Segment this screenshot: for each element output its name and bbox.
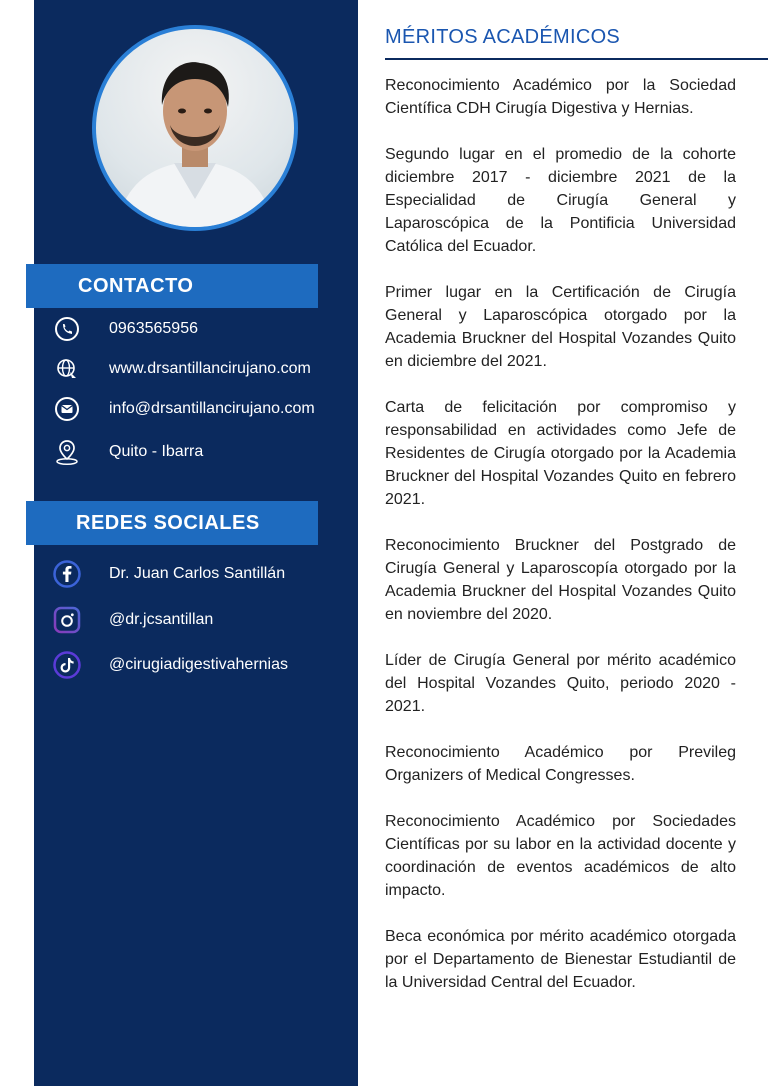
facebook-icon [52, 559, 82, 589]
merits-title: MÉRITOS ACADÉMICOS [385, 26, 621, 48]
facebook-text: Dr. Juan Carlos Santillán [109, 565, 286, 582]
instagram-text: @dr.jcsantillan [109, 611, 214, 628]
social-facebook[interactable] [52, 559, 286, 589]
profile-photo [96, 29, 294, 227]
phone-icon [52, 314, 82, 344]
email-text: info@drsantillancirujano.com [109, 400, 315, 417]
instagram-icon [52, 605, 82, 635]
contact-location [52, 437, 204, 467]
merit-item: Beca económica por mérito académico otorgada por el Departamento de Bienestar Estudiantil de la Universidad Central del Ecuador. [385, 928, 736, 991]
merit-item: Primer lugar en la Certificación de Cirugía General y Laparoscópica otorgado por la Academia Bruckner del Hospital Vozandes Quito en diciembre del 2021. [385, 284, 736, 370]
phone-text: 0963565956 [109, 320, 198, 337]
website-text: www.drsantillancirujano.com [109, 360, 311, 377]
location-text: Quito - Ibarra [109, 443, 204, 460]
contact-phone[interactable] [52, 314, 198, 344]
location-pin-icon [52, 437, 82, 467]
contact-website[interactable] [52, 354, 311, 384]
merit-item: Carta de felicitación por compromiso y responsabilidad en actividades como Jefe de Residentes de Cirugía otorgado por la Academia Bruckner del Hospital Vozandes Quito en febrero 2021. [385, 399, 736, 508]
profile-photo-frame [92, 25, 298, 231]
merits-list [385, 74, 736, 1017]
merit-item: Segundo lugar en el promedio de la cohorte diciembre 2017 - diciembre 2021 de la Especialidad de Cirugía General y Laparoscópica de la Pontificia Universidad Católica del Ecuador. [385, 146, 736, 255]
social-tiktok[interactable] [52, 650, 288, 680]
contact-email[interactable] [52, 394, 315, 424]
social-instagram[interactable] [52, 605, 214, 635]
mail-icon [52, 394, 82, 424]
globe-icon [52, 354, 82, 384]
tiktok-text: @cirugiadigestivahernias [109, 656, 288, 673]
merit-item: Reconocimiento Académico por Previleg Organizers of Medical Congresses. [385, 744, 736, 784]
merit-item: Líder de Cirugía General por mérito académico del Hospital Vozandes Quito, periodo 2020 - 2021. [385, 652, 736, 715]
merit-item: Reconocimiento Académico por Sociedades Científicas por su labor en la actividad docente y coordinación de eventos académicos de alto impacto. [385, 813, 736, 899]
social-section-title: REDES SOCIALES [26, 501, 318, 545]
merit-item: Reconocimiento Bruckner del Postgrado de Cirugía General y Laparoscopía otorgado por la Academia Bruckner del Hospital Vozandes Quito en noviembre del 2020. [385, 537, 736, 623]
merit-item: Reconocimiento Académico por la Sociedad Científica CDH Cirugía Digestiva y Hernias. [385, 77, 736, 117]
tiktok-icon [52, 650, 82, 680]
merits-title-rule [385, 58, 768, 60]
contact-section-title: CONTACTO [26, 264, 318, 308]
